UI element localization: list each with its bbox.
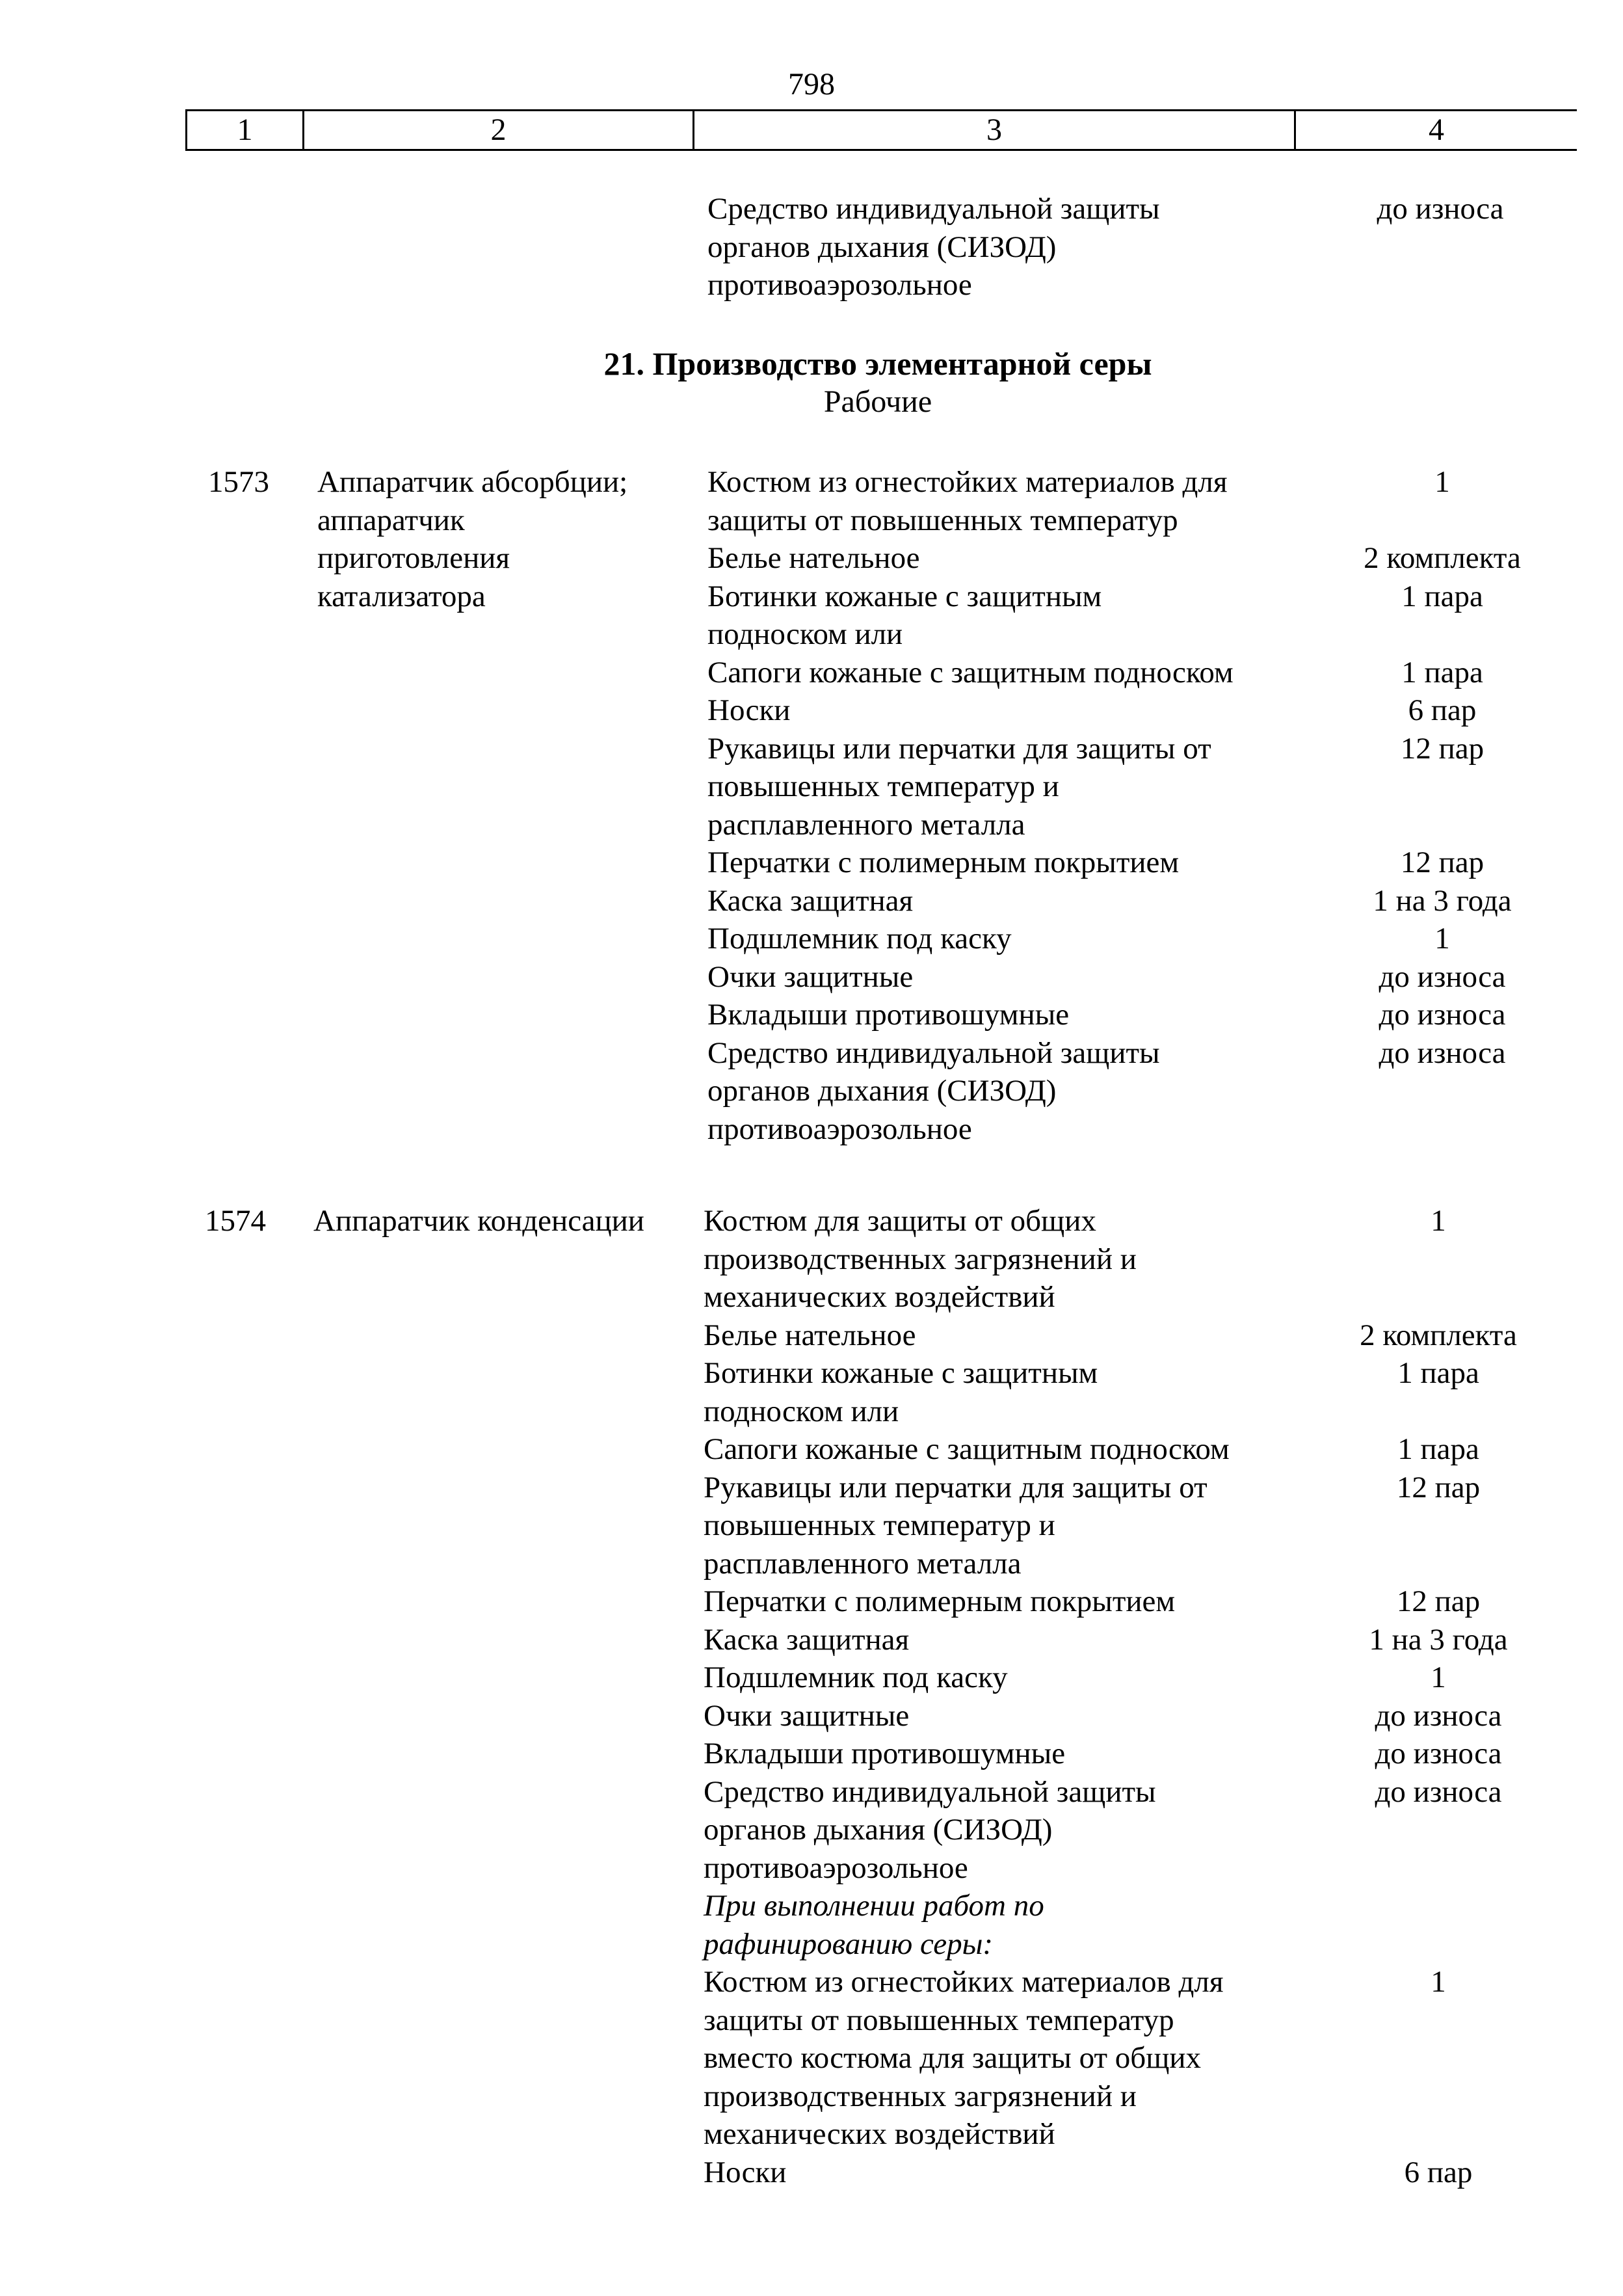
item-line: Перчатки с полимерным покрытием xyxy=(704,1584,1176,1618)
item-row xyxy=(704,1354,1579,1430)
item-name xyxy=(704,2154,1302,2192)
item-name xyxy=(704,1354,1302,1430)
item-name xyxy=(707,578,1306,654)
item-line: Средство индивидуальной защиты xyxy=(707,192,1160,226)
item-row xyxy=(704,1621,1579,1659)
item-line: При выполнении работ по xyxy=(704,1889,1044,1923)
item-norm: 1 пара xyxy=(1397,1432,1479,1466)
item-norm: до износа xyxy=(1375,1774,1502,1809)
item-row xyxy=(707,730,1579,844)
item-row xyxy=(704,1773,1579,1888)
item-norm: до износа xyxy=(1375,1698,1502,1733)
item-row xyxy=(707,578,1579,654)
item-name xyxy=(707,539,1306,578)
item-line: Сапоги кожаные с защитным подноском xyxy=(704,1432,1230,1466)
item-norm: 1 пара xyxy=(1401,655,1483,689)
item-line: Костюм из огнестойких материалов для xyxy=(704,1965,1224,1999)
entry-number-1573: 1573 xyxy=(208,465,269,499)
item-row xyxy=(704,1735,1579,1773)
item-norm: 2 комплекта xyxy=(1360,1318,1517,1352)
item-norm: до износа xyxy=(1375,1737,1502,1770)
item-row xyxy=(707,920,1579,958)
item-line: механических воздействий xyxy=(704,1280,1055,1314)
item-row xyxy=(707,844,1579,882)
item-line: Носки xyxy=(707,693,791,727)
item-line: Белье нательное xyxy=(704,1318,916,1352)
item-line: производственных загрязнений и xyxy=(704,1242,1137,1276)
item-line: органов дыхания (СИЗОД) xyxy=(707,230,1057,264)
item-norm: 1 xyxy=(1431,1204,1446,1238)
item-name xyxy=(704,1582,1302,1621)
item-row xyxy=(704,1963,1579,2154)
header-col-2: 2 xyxy=(490,113,507,147)
profession-line: приготовления xyxy=(317,541,510,575)
item-line: противоаэрозольное xyxy=(707,1112,972,1146)
item-row xyxy=(707,958,1579,996)
item-line: защиты от повышенных температур xyxy=(707,503,1178,537)
item-norm: 12 пар xyxy=(1400,731,1484,766)
item-line: вместо костюма для защиты от общих xyxy=(704,2041,1202,2075)
section-subtitle: Рабочие xyxy=(823,384,932,419)
item-line: Перчатки с полимерным покрытием xyxy=(707,846,1180,879)
entry-profession-1574 xyxy=(313,1202,691,1240)
item-norm: 12 пар xyxy=(1396,1470,1481,1504)
item-name xyxy=(707,958,1306,996)
item-norm: до износа xyxy=(1379,998,1506,1032)
item-line: Сапоги кожаные с защитным подноском xyxy=(707,655,1234,689)
item-row xyxy=(707,463,1579,539)
item-norm: 1 на 3 года xyxy=(1373,883,1512,918)
item-name xyxy=(707,730,1306,844)
header-col-4: 4 xyxy=(1429,113,1444,147)
item-line: Костюм из огнестойких материалов для xyxy=(707,465,1228,499)
item-line: органов дыхания (СИЗОД) xyxy=(707,1074,1057,1108)
item-name xyxy=(707,996,1306,1034)
item-name xyxy=(707,654,1306,692)
entry-items-1574 xyxy=(704,1202,1579,2191)
item-row xyxy=(707,1034,1579,1149)
item-row xyxy=(704,1697,1579,1735)
entry-number-1574: 1574 xyxy=(205,1204,266,1238)
item-norm: 1 xyxy=(1431,1965,1446,1999)
item-name xyxy=(704,1202,1302,1316)
item-norm: 1 xyxy=(1431,1661,1446,1694)
item-row xyxy=(704,1582,1579,1621)
item-line: Очки защитные xyxy=(707,959,914,994)
item-line: производственных загрязнений и xyxy=(704,2079,1137,2113)
item-name xyxy=(704,1621,1302,1659)
profession-line: аппаратчик xyxy=(317,503,465,537)
item-line: повышенных температур и xyxy=(707,769,1059,803)
item-name xyxy=(704,1659,1302,1697)
item-norm: 2 комплекта xyxy=(1364,541,1521,575)
entry-profession-1573 xyxy=(317,463,694,615)
item-line: Вкладыши противошумные xyxy=(707,998,1070,1032)
item-line: рафинированию серы: xyxy=(704,1927,994,1961)
item-line: противоаэрозольное xyxy=(707,268,972,302)
item-line: Подшлемник под каску xyxy=(704,1661,1008,1694)
item-line: Средство индивидуальной защиты xyxy=(707,1035,1160,1070)
item-name xyxy=(707,691,1306,730)
item-name xyxy=(704,1887,1302,1963)
item-line: Ботинки кожаные с защитным xyxy=(704,1356,1098,1390)
item-norm: 6 пар xyxy=(1408,693,1477,727)
item-line: Подшлемник под каску xyxy=(707,922,1012,955)
item-name xyxy=(704,1430,1302,1469)
item-name xyxy=(704,1735,1302,1773)
item-name xyxy=(704,1469,1302,1583)
item-norm: 1 на 3 года xyxy=(1369,1622,1508,1657)
item-name xyxy=(707,844,1306,882)
item-row xyxy=(704,2154,1579,2192)
item-name xyxy=(704,1963,1302,2154)
item-line: повышенных температур и xyxy=(704,1508,1055,1542)
item-line: защиты от повышенных температур xyxy=(704,2003,1174,2037)
item-line: Костюм для защиты от общих xyxy=(704,1204,1096,1238)
header-col-1: 1 xyxy=(237,113,253,147)
item-line: Очки защитные xyxy=(704,1698,910,1733)
item-row xyxy=(704,1469,1579,1583)
item-name xyxy=(707,882,1306,920)
header-col-3: 3 xyxy=(986,113,1002,147)
item-line: механических воздействий xyxy=(704,2117,1055,2151)
item-row xyxy=(704,1887,1579,1963)
item-name xyxy=(704,1316,1302,1355)
item-line: органов дыхания (СИЗОД) xyxy=(704,1813,1053,1847)
item-row xyxy=(707,996,1579,1034)
item-line: противоаэрозольное xyxy=(704,1850,968,1885)
page-number: 798 xyxy=(788,67,835,101)
profession-line: Аппаратчик конденсации xyxy=(313,1204,644,1238)
item-row xyxy=(707,882,1579,920)
item-line: Рукавицы или перчатки для защиты от xyxy=(704,1470,1207,1504)
item-name xyxy=(707,1034,1306,1149)
item-row xyxy=(704,1430,1579,1469)
item-norm: до износа xyxy=(1379,1035,1506,1070)
item-norm: 1 пара xyxy=(1397,1356,1479,1390)
item-line: расплавленного металла xyxy=(704,1546,1022,1581)
item-norm: 12 пар xyxy=(1396,1584,1481,1618)
item-norm: до износа xyxy=(1379,959,1506,994)
item-line: Средство индивидуальной защиты xyxy=(704,1774,1156,1809)
item-norm: 6 пар xyxy=(1404,2155,1473,2189)
entry-items-1573 xyxy=(707,463,1579,1148)
item-line: Вкладыши противошумные xyxy=(704,1737,1066,1770)
section-title: 21. Производство элементарной серы xyxy=(603,345,1152,382)
item-line: Ботинки кожаные с защитным xyxy=(707,579,1102,613)
item-line: Каска защитная xyxy=(707,883,914,918)
item-row xyxy=(707,691,1579,730)
profession-line: Аппаратчик абсорбции; xyxy=(317,465,628,499)
item-line: подноском или xyxy=(704,1394,899,1428)
item-name xyxy=(707,463,1306,539)
item-line: Рукавицы или перчатки для защиты от xyxy=(707,731,1211,766)
top-continuation-norm: до износа xyxy=(1377,192,1504,226)
item-line: Носки xyxy=(704,2155,787,2189)
item-name xyxy=(707,920,1306,958)
item-name xyxy=(704,1697,1302,1735)
item-row xyxy=(704,1202,1579,1316)
item-row xyxy=(704,1316,1579,1355)
item-norm: 1 xyxy=(1434,922,1450,955)
item-line: расплавленного металла xyxy=(707,807,1025,842)
item-line: подноском или xyxy=(707,617,903,651)
item-name xyxy=(704,1773,1302,1888)
item-norm: 1 xyxy=(1434,465,1450,499)
item-line: Белье нательное xyxy=(707,541,920,575)
item-row xyxy=(707,654,1579,692)
item-norm: 12 пар xyxy=(1400,846,1484,879)
profession-line: катализатора xyxy=(317,579,486,613)
top-continuation-item xyxy=(707,190,1293,304)
item-norm: 1 пара xyxy=(1401,579,1483,613)
item-line: Каска защитная xyxy=(704,1622,910,1657)
item-row xyxy=(707,539,1579,578)
item-row xyxy=(704,1659,1579,1697)
